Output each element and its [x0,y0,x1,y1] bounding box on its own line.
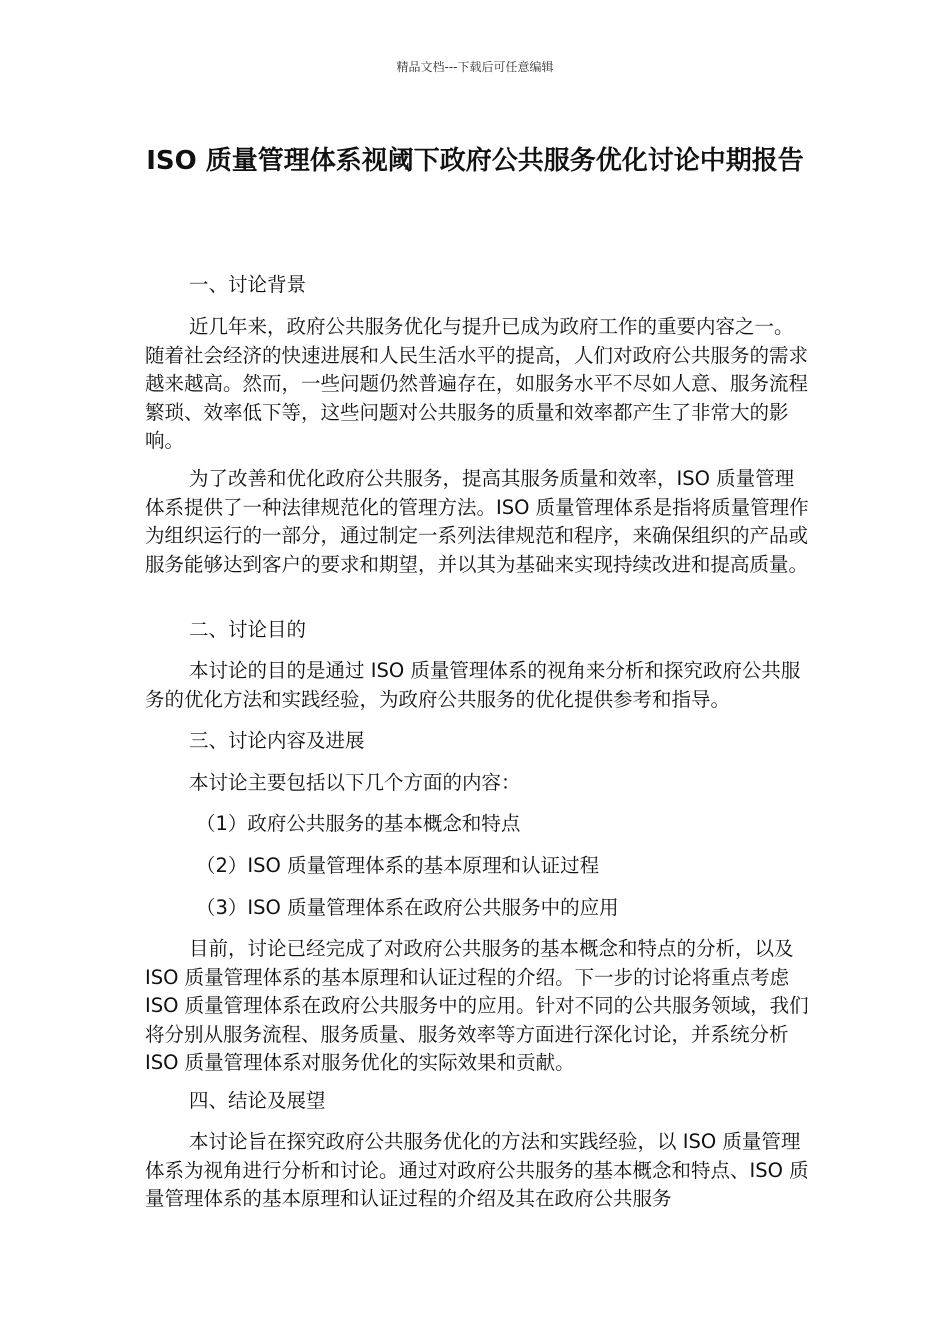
list-item: （3）ISO 质量管理体系在政府公共服务中的应用 [196,896,619,919]
header-note: 精品文档---下载后可任意编辑 [396,60,554,74]
list-item: （2）ISO 质量管理体系的基本原理和认证过程 [196,854,600,877]
section-heading-conclusion: 四、结论及展望 [189,1089,326,1112]
paragraph-background-2: 为了改善和优化政府公共服务，提高其服务质量和效率，ISO 质量管理体系提供了一种法律规范化的管理方法。ISO 质量管理体系是指将质量管理作为组织运行的一部分，通过制定一系列法律规范和程序，来确保组织的产品或服务能够达到客户的要求和期望，并以其为基础来实现持续改进和提高质量。 [145,467,809,576]
paragraph-progress: 目前，讨论已经完成了对政府公共服务的基本概念和特点的分析，以及 ISO 质量管理体系的基本原理和认证过程的介绍。下一步的讨论将重点考虑 ISO 质量管理体系在政府公共服务中的应用。针对不同的公共服务领域，我们将分别从服务流程、服务质量、服务效率等方面进行深化讨论，并系统分析 ISO 质量管理体系对服务优化的实际效果和贡献。 [145,937,809,1074]
document-title: ISO 质量管理体系视阈下政府公共服务优化讨论中期报告 [146,146,804,176]
section-heading-background: 一、讨论背景 [189,273,307,296]
section-heading-purpose: 二、讨论目的 [189,618,307,641]
list-item: （1）政府公共服务的基本概念和特点 [196,812,521,835]
paragraph-purpose: 本讨论的目的是通过 ISO 质量管理体系的视角来分析和探究政府公共服务的优化方法和实践经验，为政府公共服务的优化提供参考和指导。 [145,659,801,711]
paragraph-content-intro: 本讨论主要包括以下几个方面的内容： [189,771,521,794]
section-heading-content: 三、讨论内容及进展 [189,729,365,752]
paragraph-background-1: 近几年来，政府公共服务优化与提升已成为政府工作的重要内容之一。随着社会经济的快速进展和人民生活水平的提高，人们对政府公共服务的需求越来越高。然而，一些问题仍然普遍存在，如服务水平不尽如人意、服务流程繁琐、效率低下等，这些问题对公共服务的质量和效率都产生了非常大的影响。 [145,315,809,452]
paragraph-conclusion: 本讨论旨在探究政府公共服务优化的方法和实践经验，以 ISO 质量管理体系为视角进行分析和讨论。通过对政府公共服务的基本概念和特点、ISO 质量管理体系的基本原理和认证过程的介绍及其在政府公共服务 [145,1130,809,1210]
